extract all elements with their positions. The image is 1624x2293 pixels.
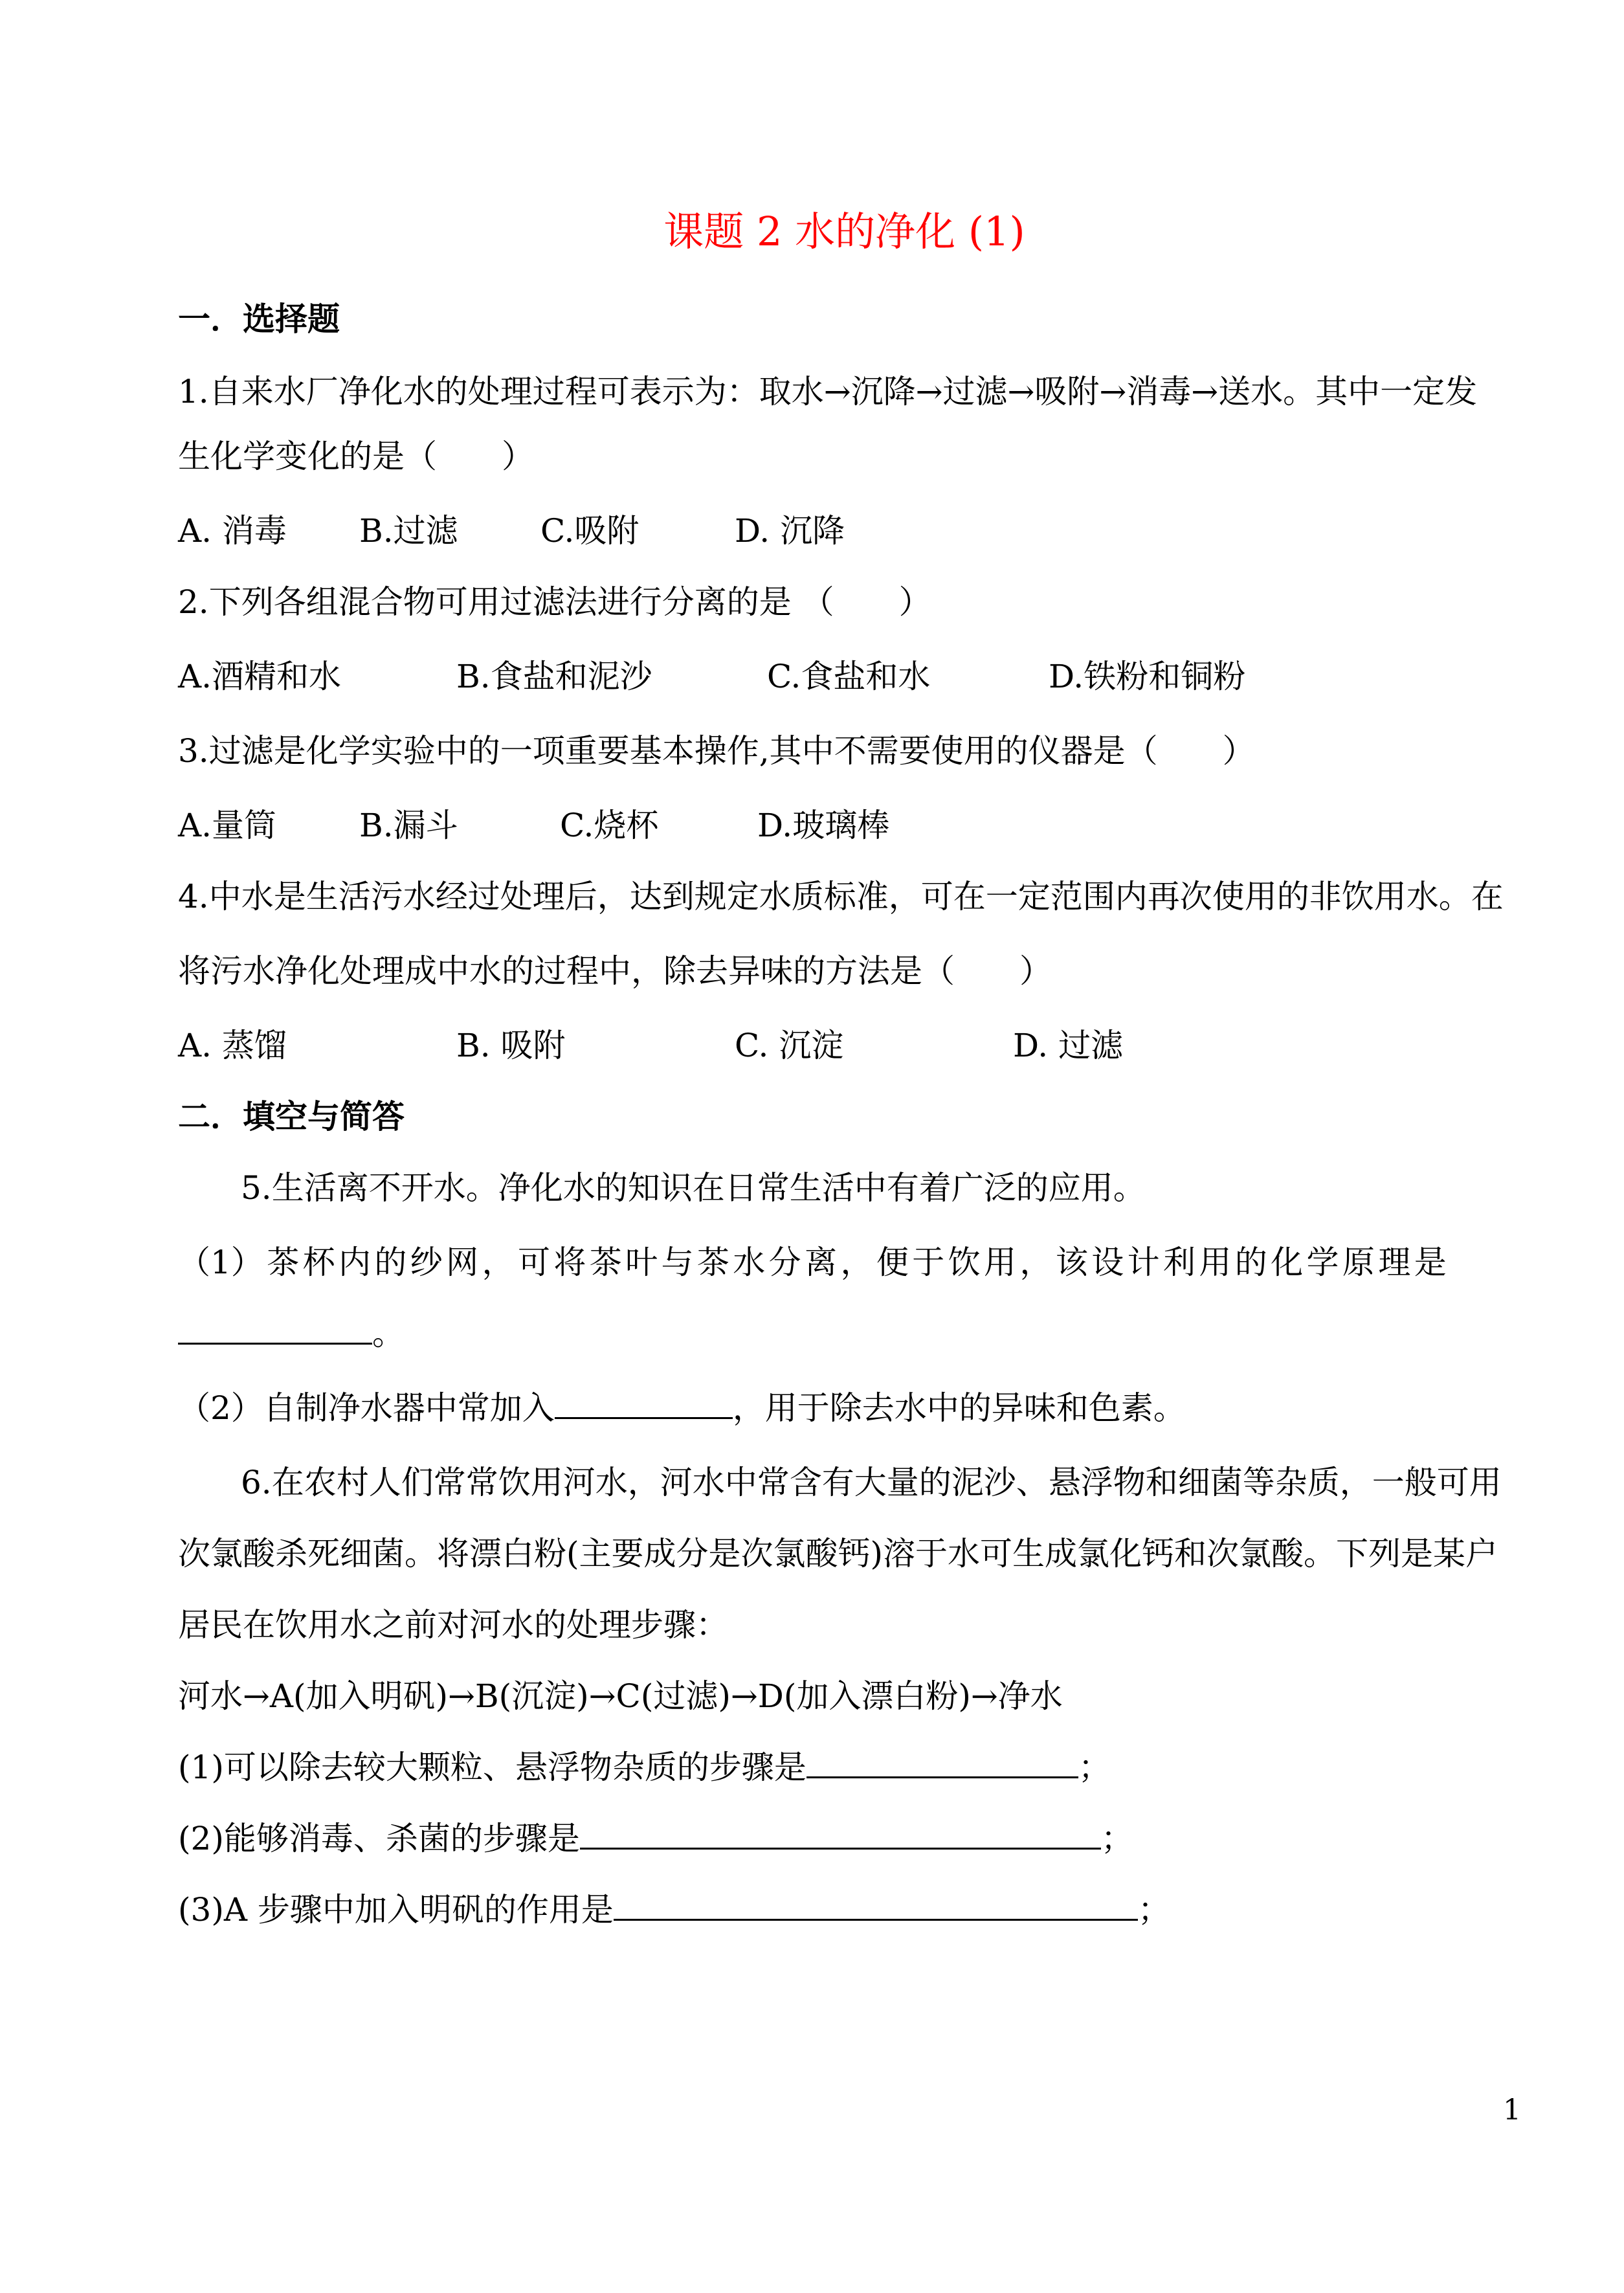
option-d: D. 过滤 <box>1013 1027 1124 1064</box>
question-6-line-3: 居民在饮用水之前对河水的处理步骤： <box>178 1606 728 1644</box>
section-heading-fill: 二．填空与简答 <box>178 1098 405 1135</box>
option-d: D.玻璃棒 <box>757 807 890 844</box>
justified-char: 于 <box>912 1244 945 1281</box>
justified-char: 杯 <box>302 1244 335 1281</box>
semicolon: ； <box>1078 1749 1111 1786</box>
answer-blank[interactable] <box>614 1888 1138 1921</box>
justified-char: 茶 <box>267 1244 300 1281</box>
question-5-part-2 <box>178 1385 1186 1431</box>
sub-2-text: (2)能够消毒、杀菌的步骤是 <box>178 1820 580 1857</box>
justified-char: 水 <box>733 1244 766 1281</box>
sub-3-text: (3)A 步骤中加入明矾的作用是 <box>178 1891 614 1929</box>
justified-char: 的 <box>1234 1244 1267 1281</box>
option-c: C.烧杯 <box>560 807 659 844</box>
option-c: C. 沉淀 <box>735 1027 844 1064</box>
justified-char: 饮 <box>948 1244 981 1281</box>
option-b: B.过滤 <box>359 512 458 550</box>
sub-1-text: (1)可以除去较大颗粒、悬浮物杂质的步骤是 <box>178 1749 806 1786</box>
justified-char: 离 <box>805 1244 838 1281</box>
question-6-sub-2 <box>178 1816 1133 1861</box>
justified-char: 理 <box>1378 1244 1411 1281</box>
semicolon: ； <box>1137 1891 1170 1929</box>
page-title: 课题 2 水的净化 (1) <box>663 208 1025 255</box>
question-5-part-1 <box>178 1240 1447 1285</box>
question-6-line-1: 6.在农村人们常常饮用河水，河水中常含有大量的泥沙、悬浮物和细菌等杂质，一般可用 <box>241 1464 1502 1501</box>
answer-blank[interactable] <box>555 1386 733 1419</box>
justified-char: ， <box>1019 1244 1052 1281</box>
option-c: C.吸附 <box>540 512 640 550</box>
option-c: C.食盐和水 <box>767 658 931 695</box>
option-d: D.铁粉和铜粉 <box>1049 658 1246 695</box>
justified-char: 网 <box>446 1244 479 1281</box>
question-2-stem: 2.下列各组混合物可用过滤法进行分离的是 （ ） <box>178 583 931 621</box>
page-number: 1 <box>1503 2094 1521 2127</box>
justified-char: 可 <box>517 1244 550 1281</box>
section-heading-choice: 一．选择题 <box>178 300 340 338</box>
justified-char: （1） <box>178 1244 263 1281</box>
justified-char: 设 <box>1091 1244 1124 1281</box>
justified-char: ， <box>482 1244 515 1281</box>
justified-char: 是 <box>1414 1244 1447 1281</box>
question-3-options <box>178 803 889 848</box>
justified-char: 便 <box>876 1244 909 1281</box>
question-2-options <box>178 654 1245 699</box>
justified-char: 计 <box>1127 1244 1160 1281</box>
option-a: A.酒精和水 <box>178 658 342 695</box>
option-d: D. 沉降 <box>735 512 845 550</box>
answer-blank[interactable] <box>178 1312 372 1345</box>
justified-char: 学 <box>1306 1244 1339 1281</box>
justified-char: 分 <box>768 1244 801 1281</box>
justified-char: 该 <box>1055 1244 1088 1281</box>
question-5-stem: 5.生活离不开水。净化水的知识在日常生活中有着广泛的应用。 <box>241 1169 1146 1207</box>
question-4-line-1: 4.中水是生活污水经过处理后，达到规定水质标准，可在一定范围内再次使用的非饮用水。在 <box>178 878 1504 915</box>
justified-char: 叶 <box>625 1244 658 1281</box>
question-5-part-1-answer <box>178 1311 405 1356</box>
justified-char: 茶 <box>589 1244 622 1281</box>
option-a: A.量筒 <box>178 807 277 844</box>
option-a: A. 消毒 <box>178 512 287 550</box>
question-3-stem: 3.过滤是化学实验中的一项重要基本操作,其中不需要使用的仪器是（ ） <box>178 732 1255 770</box>
justified-char: 的 <box>374 1244 407 1281</box>
semicolon: ； <box>1100 1820 1133 1857</box>
justified-char: 用 <box>984 1244 1017 1281</box>
question-1-line-1: 1.自来水厂净化水的处理过程可表示为：取水→沉降→过滤→吸附→消毒→送水。其中一定发 <box>178 373 1478 410</box>
period: 。 <box>372 1315 405 1352</box>
justified-char: 原 <box>1342 1244 1375 1281</box>
justified-char: 与 <box>661 1244 694 1281</box>
justified-char: 用 <box>1199 1244 1232 1281</box>
justified-char: 化 <box>1271 1244 1304 1281</box>
option-b: B.食盐和泥沙 <box>456 658 652 695</box>
justified-char: 茶 <box>696 1244 729 1281</box>
question-1-options <box>178 508 845 554</box>
option-b: B. 吸附 <box>456 1027 566 1064</box>
part-2-prefix: （2）自制净水器中常加入 <box>178 1389 555 1427</box>
justified-char: 内 <box>338 1244 371 1281</box>
question-4-options <box>178 1023 1123 1068</box>
part-2-suffix: ，用于除去水中的异味和色素。 <box>732 1389 1186 1427</box>
question-6-sub-1 <box>178 1745 1111 1790</box>
question-6-line-2: 次氯酸杀死细菌。将漂白粉(主要成分是次氯酸钙)溶于水可生成氯化钙和次氯酸。下列是某户 <box>178 1535 1498 1572</box>
question-6-sub-3 <box>178 1887 1170 1932</box>
option-b: B.漏斗 <box>359 807 458 844</box>
justified-char: 将 <box>553 1244 586 1281</box>
answer-blank[interactable] <box>806 1745 1078 1778</box>
justified-char: 利 <box>1162 1244 1196 1281</box>
question-1-line-2: 生化学变化的是（ ） <box>178 438 534 475</box>
option-a: A. 蒸馏 <box>178 1027 287 1064</box>
question-4-line-2: 将污水净化处理成中水的过程中，除去异味的方法是（ ） <box>178 952 1052 990</box>
justified-char: ， <box>840 1244 873 1281</box>
answer-blank[interactable] <box>580 1817 1101 1850</box>
justified-char: 纱 <box>410 1244 443 1281</box>
question-6-process: 河水→A(加入明矾)→B(沉淀)→C(过滤)→D(加入漂白粉)→净水 <box>178 1677 1063 1715</box>
